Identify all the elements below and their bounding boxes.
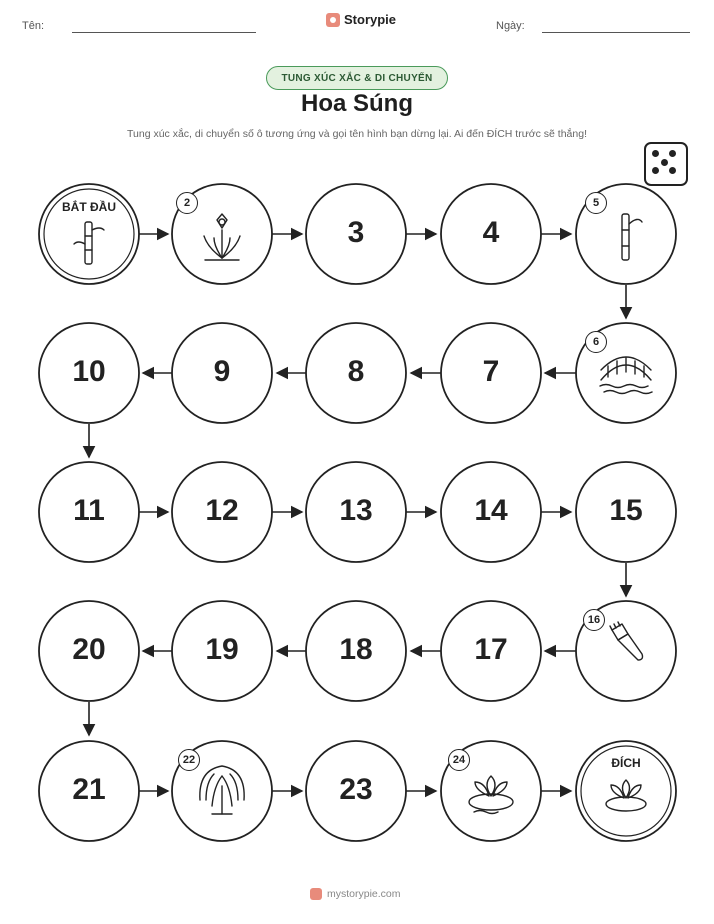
cell-number: 18 [339,633,373,666]
footer [310,888,401,900]
page-title: Hoa Súng [301,90,413,117]
cell-number: 3 [347,216,365,249]
storypie-mascot-icon [310,888,322,900]
finish-label: ĐÍCH [611,756,641,770]
cell-badge: 24 [448,749,470,771]
cell-number: 7 [482,355,500,388]
cell-number: 9 [213,355,231,388]
name-label: Tên: [22,20,45,32]
cell-number: 15 [609,494,643,527]
footer-site[interactable]: mystorypie.com [327,888,401,900]
cell-badge: 2 [176,192,198,214]
start-label: BẮT ĐẦU [62,200,116,214]
cell-number: 10 [72,355,106,388]
cell-badge: 16 [583,609,605,631]
cell-number: 20 [72,633,106,666]
cell-number: 23 [339,773,373,806]
cell-number: 11 [73,494,105,527]
cell-number: 21 [72,773,106,806]
cell-badge: 5 [585,192,607,214]
cell-badge: 6 [585,331,607,353]
cell-number: 14 [474,494,508,527]
start-cell [39,184,139,284]
cell-number: 8 [347,355,365,388]
cell-number: 4 [482,216,500,249]
activity-tag: TUNG XÚC XẮC & DI CHUYỂN [266,66,448,90]
brand-name: Storypie [344,12,397,27]
date-label: Ngày: [496,20,525,32]
cell-number: 19 [205,633,239,666]
cell-number: 12 [205,494,239,527]
instructions: Tung xúc xắc, di chuyển số ô tương ứng và gọi tên hình bạn dừng lại. Ai đến ĐÍCH trước sẽ thắng! [126,128,587,140]
cell-number: 17 [474,633,508,666]
cell-number: 13 [339,494,373,527]
cell-badge: 22 [178,749,200,771]
